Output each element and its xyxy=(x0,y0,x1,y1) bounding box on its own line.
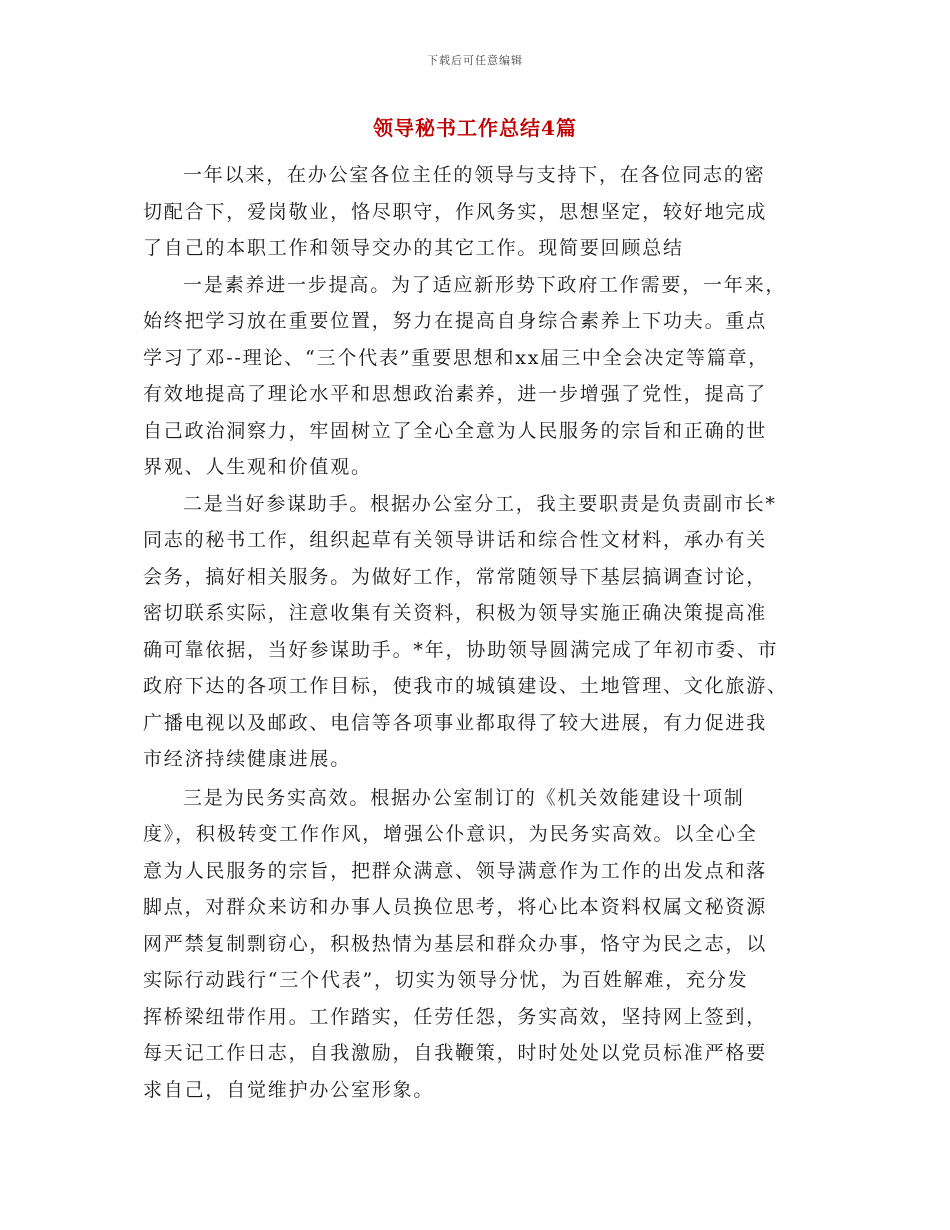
text-line: 市经济持续健康进展。 xyxy=(143,748,352,770)
text-line: 自己政治洞察力，牢固树立了全心全意为人民服务的宗旨和正确的世 xyxy=(143,419,768,442)
text-line: 有效地提高了理论水平和思想政治素养，进一步增强了党性，提高了 xyxy=(143,383,768,405)
text-line: 一年以来，在办公室各位主任的领导与支持下，在各位同志的密 xyxy=(183,164,766,186)
paragraph-intro xyxy=(143,157,815,267)
text-line: 确可靠依据，当好参谋助手。*年，协助领导圆满完成了年初市委、市 xyxy=(143,638,779,661)
paragraph-efficiency xyxy=(143,780,815,1109)
text-line: 学习了邓--理论、“三个代表”重要思想和xx届三中全会决定等篇章， xyxy=(143,346,770,369)
text-line: 度》，积极转变工作作风，增强公仆意识，为民务实高效。以全心全 xyxy=(143,823,758,845)
text-line: 政府下达的各项工作目标，使我市的城镇建设、土地管理、文化旅游、 xyxy=(143,675,788,697)
document-title: 领导秘书工作总结4篇 xyxy=(373,116,577,140)
text-line: 每天记工作日志，自我激励，自我鞭策，时时处处以党员标准严格要 xyxy=(143,1042,768,1064)
text-line: 意为人民服务的宗旨，把群众满意、领导满意作为工作的出发点和落 xyxy=(143,859,768,882)
text-line: 界观、人生观和价值观。 xyxy=(143,456,372,478)
paragraph-assistant xyxy=(143,486,815,778)
paragraph-quality xyxy=(143,267,815,486)
text-line: 了自己的本职工作和领导交办的其它工作。现简要回顾总结 xyxy=(143,237,684,259)
text-line: 切配合下，爱岗敬业，恪尽职守，作风务实，思想坚定，较好地完成 xyxy=(143,200,768,223)
header-note: 下载后可任意编辑 xyxy=(427,54,523,67)
text-line: 广播电视以及邮政、电信等各项事业都取得了较大进展，有力促进我 xyxy=(143,711,768,734)
text-line: 二是当好参谋助手。根据办公室分工，我主要职责是负责副市长* xyxy=(183,492,777,515)
text-line: 脚点，对群众来访和办事人员换位思考，将心比本资料权属文秘资源 xyxy=(143,896,768,918)
text-line: 始终把学习放在重要位置，努力在提高自身综合素养上下功夫。重点 xyxy=(143,310,768,332)
text-line: 求自己，自觉维护办公室形象。 xyxy=(143,1078,435,1101)
text-line: 同志的秘书工作，组织起草有关领导讲话和综合性文材料，承办有关 xyxy=(143,529,768,551)
text-line: 实际行动践行“三个代表”，切实为领导分忧，为百姓解难，充分发 xyxy=(143,969,749,991)
text-line: 会务，搞好相关服务。为做好工作，常常随领导下基层搞调查讨论， xyxy=(143,565,768,588)
text-line: 一是素养进一步提高。为了适应新形势下政府工作需要，一年来， xyxy=(183,273,787,296)
text-line: 三是为民务实高效。根据办公室制订的《机关效能建设十项制 xyxy=(183,786,745,809)
document-body xyxy=(143,157,815,1108)
text-line: 密切联系实际，注意收集有关资料，积极为领导实施正确决策提高准 xyxy=(143,602,768,624)
text-line: 网严禁复制剽窃心，积极热情为基层和群众办事，恪守为民之志，以 xyxy=(143,932,768,955)
text-line: 挥桥梁纽带作用。工作踏实，任劳任怨，务实高效，坚持网上签到， xyxy=(143,1005,768,1028)
